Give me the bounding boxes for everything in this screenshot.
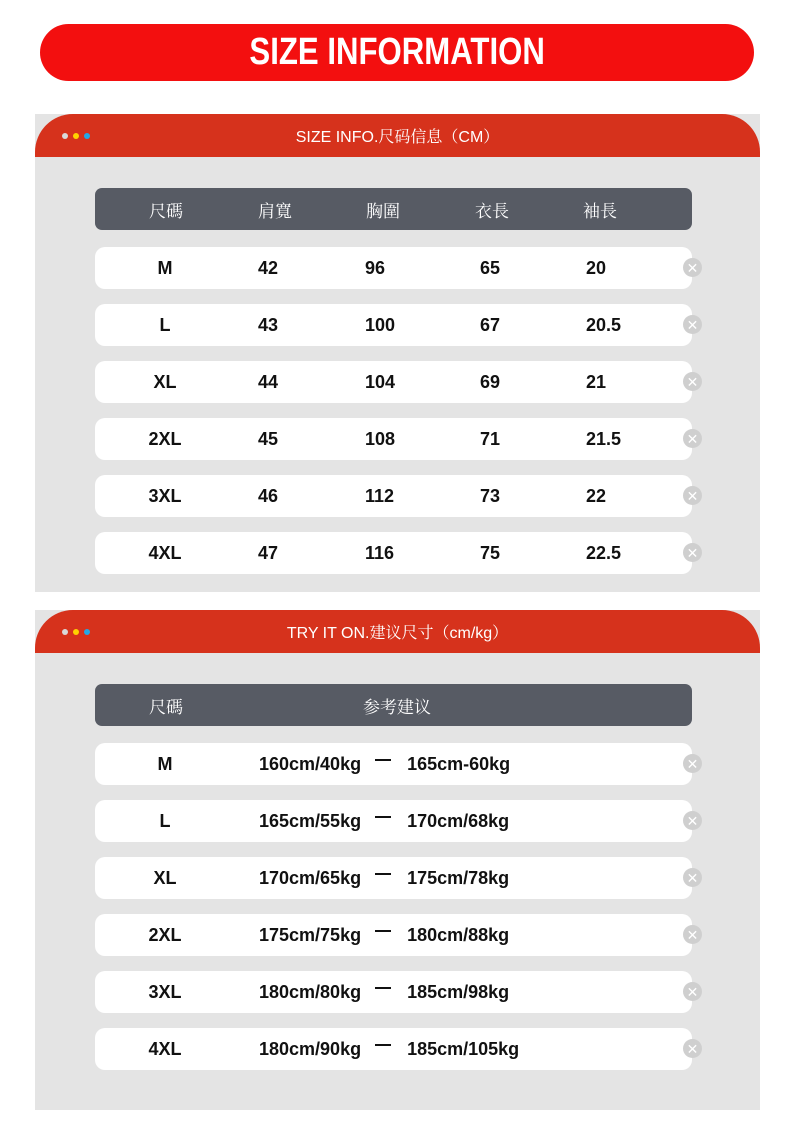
range-from: 165cm/55kg bbox=[259, 810, 362, 831]
cell-chest: 100 bbox=[365, 314, 396, 335]
close-circle-icon[interactable]: ✕ bbox=[683, 258, 702, 277]
cell-sleeve: 21.5 bbox=[586, 428, 622, 449]
table-row bbox=[95, 971, 692, 1013]
cell-recommendation bbox=[259, 743, 510, 785]
cell-size: 4XL bbox=[148, 1038, 182, 1059]
close-circle-icon[interactable]: ✕ bbox=[683, 982, 702, 1001]
cell-size: L bbox=[159, 810, 171, 831]
cell-chest: 104 bbox=[365, 371, 396, 392]
dot-yellow bbox=[73, 629, 79, 635]
table-row bbox=[95, 743, 692, 785]
cell-length: 69 bbox=[480, 371, 501, 392]
table-row bbox=[95, 304, 692, 346]
cell-recommendation bbox=[259, 971, 509, 1013]
range-from: 170cm/65kg bbox=[259, 867, 362, 888]
cell-recommendation bbox=[259, 914, 509, 956]
cell-shoulder: 45 bbox=[258, 428, 279, 449]
close-circle-icon[interactable]: ✕ bbox=[683, 754, 702, 773]
range-to: 165cm-60kg bbox=[407, 753, 511, 774]
cell-size: M bbox=[157, 753, 173, 774]
banner-title: SIZE INFORMATION bbox=[249, 31, 545, 73]
try-on-panel bbox=[35, 610, 760, 1110]
header-recommendation: 参考建议 bbox=[363, 697, 431, 717]
dot-gray bbox=[62, 629, 68, 635]
cell-recommendation bbox=[259, 800, 509, 842]
cell-size: XL bbox=[153, 867, 177, 888]
cell-length: 71 bbox=[480, 428, 501, 449]
size-info-title: SIZE INFO.尺码信息（CM） bbox=[295, 129, 500, 146]
close-circle-icon[interactable]: ✕ bbox=[683, 486, 702, 505]
cell-chest: 116 bbox=[365, 542, 395, 563]
range-to: 175cm/78kg bbox=[407, 867, 510, 888]
dot-yellow bbox=[73, 133, 79, 139]
window-dots-icon bbox=[62, 629, 90, 635]
table-row bbox=[95, 857, 692, 899]
cell-shoulder: 43 bbox=[258, 314, 279, 335]
size-info-header bbox=[35, 114, 760, 157]
table-row bbox=[95, 475, 692, 517]
size-info-table-header bbox=[95, 188, 692, 230]
range-from: 160cm/40kg bbox=[259, 753, 362, 774]
cell-size: 2XL bbox=[148, 924, 182, 945]
range-to: 170cm/68kg bbox=[407, 810, 510, 831]
cell-length: 65 bbox=[480, 257, 501, 278]
cell-size: 3XL bbox=[148, 485, 182, 506]
range-dash bbox=[375, 759, 391, 761]
cell-sleeve: 20 bbox=[586, 257, 607, 278]
size-info-panel bbox=[35, 114, 760, 592]
header-size: 尺碼 bbox=[149, 697, 183, 717]
close-circle-icon[interactable]: ✕ bbox=[683, 1039, 702, 1058]
range-from: 180cm/90kg bbox=[259, 1038, 362, 1059]
close-circle-icon[interactable]: ✕ bbox=[683, 372, 702, 391]
header-size: 尺碼 bbox=[149, 201, 183, 221]
window-dots-icon bbox=[62, 133, 90, 139]
range-dash bbox=[375, 816, 391, 818]
cell-shoulder: 42 bbox=[258, 257, 279, 278]
dot-blue bbox=[84, 133, 90, 139]
try-on-title: TRY IT ON.建议尺寸（cm/kg） bbox=[286, 625, 509, 642]
table-row bbox=[95, 532, 692, 574]
try-on-header bbox=[35, 610, 760, 653]
close-circle-icon[interactable]: ✕ bbox=[683, 811, 702, 830]
dot-blue bbox=[84, 629, 90, 635]
range-dash bbox=[375, 930, 391, 932]
cell-size: M bbox=[157, 257, 173, 278]
table-row bbox=[95, 247, 692, 289]
cell-sleeve: 20.5 bbox=[586, 314, 622, 335]
cell-length: 73 bbox=[480, 485, 501, 506]
try-on-table-header bbox=[95, 684, 692, 726]
range-from: 175cm/75kg bbox=[259, 924, 362, 945]
close-circle-icon[interactable]: ✕ bbox=[683, 868, 702, 887]
range-dash bbox=[375, 873, 391, 875]
cell-shoulder: 47 bbox=[258, 542, 279, 563]
table-row bbox=[95, 800, 692, 842]
table-row bbox=[95, 361, 692, 403]
dot-gray bbox=[62, 133, 68, 139]
table-row bbox=[95, 418, 692, 460]
cell-size: 4XL bbox=[148, 542, 182, 563]
range-dash bbox=[375, 1044, 391, 1046]
cell-shoulder: 44 bbox=[258, 371, 279, 392]
cell-chest: 112 bbox=[365, 485, 395, 506]
close-circle-icon[interactable]: ✕ bbox=[683, 315, 702, 334]
cell-length: 67 bbox=[480, 314, 501, 335]
close-circle-icon[interactable]: ✕ bbox=[683, 543, 702, 562]
cell-recommendation bbox=[259, 857, 509, 899]
header-length: 衣長 bbox=[475, 201, 509, 221]
range-to: 180cm/88kg bbox=[407, 924, 510, 945]
table-row bbox=[95, 914, 692, 956]
cell-chest: 96 bbox=[365, 257, 386, 278]
cell-sleeve: 22 bbox=[586, 485, 607, 506]
cell-size: 2XL bbox=[148, 428, 182, 449]
close-circle-icon[interactable]: ✕ bbox=[683, 925, 702, 944]
header-shoulder: 肩寬 bbox=[258, 201, 292, 221]
header-sleeve: 袖長 bbox=[583, 201, 617, 221]
cell-recommendation bbox=[259, 1028, 519, 1070]
cell-sleeve: 21 bbox=[586, 371, 607, 392]
cell-chest: 108 bbox=[365, 428, 396, 449]
cell-shoulder: 46 bbox=[258, 485, 279, 506]
range-from: 180cm/80kg bbox=[259, 981, 362, 1002]
range-to: 185cm/98kg bbox=[407, 981, 510, 1002]
cell-length: 75 bbox=[480, 542, 501, 563]
cell-size: 3XL bbox=[148, 981, 182, 1002]
table-row bbox=[95, 1028, 692, 1070]
range-dash bbox=[375, 987, 391, 989]
range-to: 185cm/105kg bbox=[407, 1038, 520, 1059]
cell-sleeve: 22.5 bbox=[586, 542, 622, 563]
header-chest: 胸圍 bbox=[366, 201, 400, 221]
cell-size: L bbox=[159, 314, 171, 335]
close-circle-icon[interactable]: ✕ bbox=[683, 429, 702, 448]
title-banner bbox=[40, 24, 754, 81]
cell-size: XL bbox=[153, 371, 177, 392]
